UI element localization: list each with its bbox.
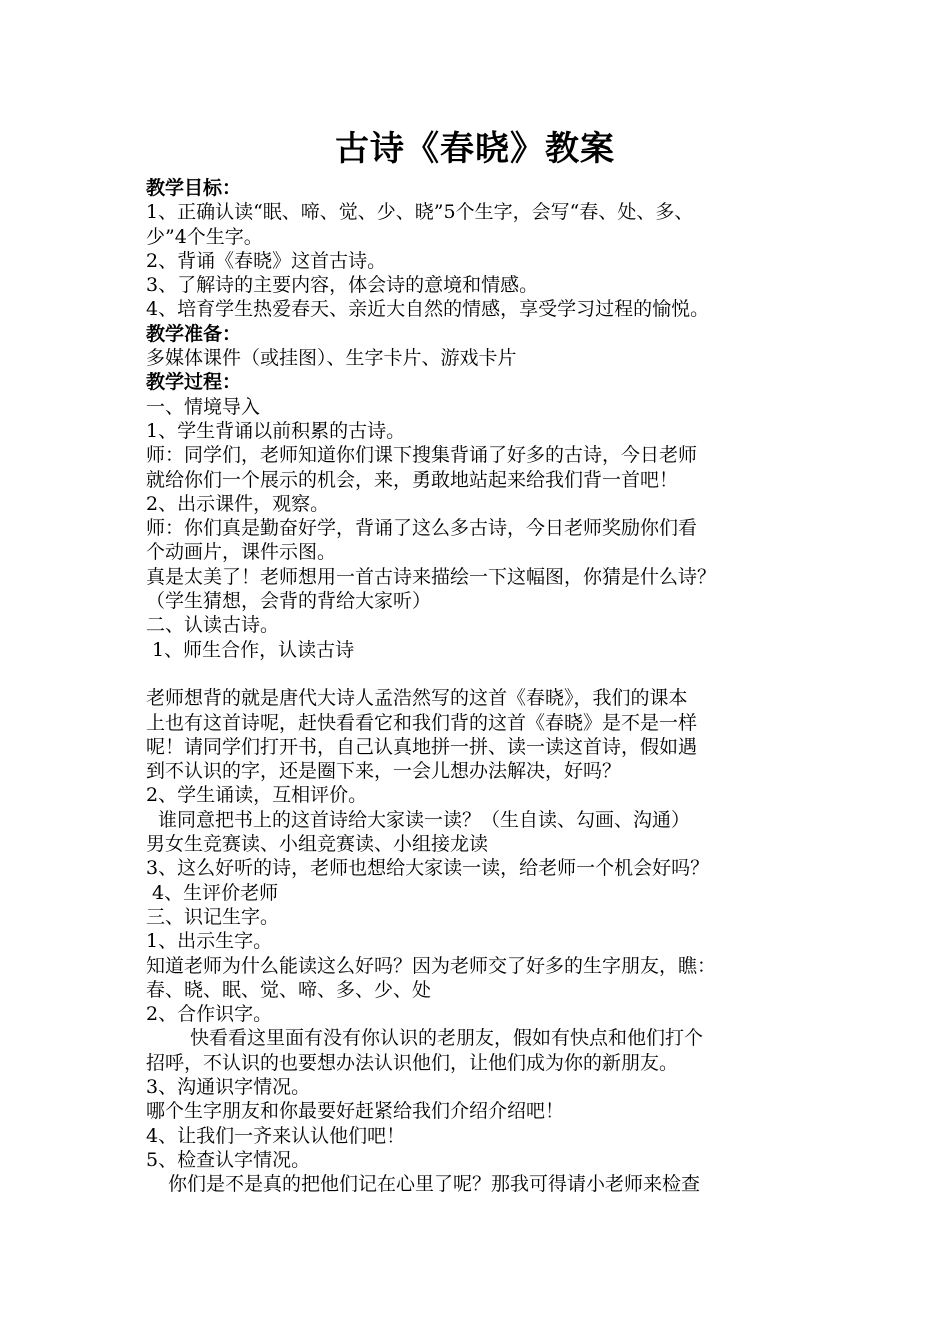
document-body	[146, 176, 836, 1196]
text-line: 二、认读古诗。	[146, 614, 280, 637]
text-line: 招呼，不认识的也要想办法认识他们，让他们成为你的新朋友。	[146, 1051, 679, 1074]
text-line: （学生猜想，会背的背给大家听）	[146, 590, 432, 613]
text-line: 男女生竞赛读、小组竞赛读、小组接龙读	[146, 833, 489, 856]
text-line: 3、沟通识字情况。	[146, 1075, 311, 1098]
text-line: 1、师生合作，认读古诗	[152, 638, 355, 661]
text-line: 哪个生字朋友和你最要好赶紧给我们介绍介绍吧！	[146, 1100, 565, 1123]
text-line: 5、检查认字情况。	[146, 1148, 311, 1171]
text-line: 1、出示生字。	[146, 930, 273, 953]
text-line: 到不认识的字，还是圈下来，一会儿想办法解决，好吗？	[146, 760, 622, 783]
text-line: 2、出示课件，观察。	[146, 492, 330, 515]
text-line: 你们是不是真的把他们记在心里了呢？那我可得请小老师来检查	[168, 1173, 701, 1196]
text-line: 春、晓、眠、觉、啼、多、少、处	[146, 978, 432, 1001]
text-line: 1、学生背诵以前积累的古诗。	[146, 419, 406, 442]
text-line: 真是太美了！老师想用一首古诗来描绘一下这幅图，你猜是什么诗？	[146, 565, 717, 588]
text-line: 3、了解诗的主要内容，体会诗的意境和情感。	[146, 274, 539, 297]
text-line: 快看看这里面有没有你认识的老朋友，假如有快点和他们打个	[190, 1027, 704, 1050]
section-heading: 教学目标：	[146, 177, 242, 199]
text-line: 4、让我们一齐来认认他们吧！	[146, 1124, 406, 1147]
section-heading: 教学准备：	[146, 322, 242, 345]
text-line: 三、识记生字。	[146, 905, 280, 928]
text-line: 一、情境导入	[146, 395, 261, 418]
text-line: 2、学生诵读，互相评价。	[146, 784, 368, 807]
text-line: 就给你们一个展示的机会，来，勇敢地站起来给我们背一首吧！	[146, 468, 679, 491]
document-title: 古诗《春晓》教案	[335, 129, 615, 169]
text-line: 个动画片，课件示图。	[146, 541, 337, 564]
text-line: 2、合作识字。	[146, 1003, 273, 1026]
text-line: 少”4个生字。	[146, 225, 263, 248]
text-line: 1、正确认读“眠、啼、觉、少、晓”5个生字，会写“春、处、多、	[146, 201, 694, 224]
text-line: 呢！请同学们打开书，自己认真地拼一拼、读一读这首诗，假如遇	[146, 735, 698, 758]
section-heading: 教学过程：	[146, 371, 242, 394]
text-line: 上也有这首诗呢，赶快看看它和我们背的这首《春晓》是不是一样	[146, 711, 698, 734]
text-line: 2、背诵《春晓》这首古诗。	[146, 249, 387, 272]
text-line: 谁同意把书上的这首诗给大家读一读？（生自读、勾画、沟通）	[158, 808, 691, 831]
text-line: 4、生评价老师	[152, 881, 279, 904]
text-line: 师：你们真是勤奋好学，背诵了这么多古诗，今日老师奖励你们看	[146, 517, 698, 540]
text-line: 4、培育学生热爱春天、亲近大自然的情感，享受学习过程的愉悦。	[146, 298, 710, 321]
text-line: 多媒体课件（或挂图）、生字卡片、游戏卡片	[146, 347, 517, 370]
text-line: 师：同学们，老师知道你们课下搜集背诵了好多的古诗，今日老师	[146, 444, 698, 467]
text-line: 3、这么好听的诗，老师也想给大家读一读，给老师一个机会好吗？	[146, 857, 710, 880]
text-line: 老师想背的就是唐代大诗人孟浩然写的这首《春晓》，我们的课本	[146, 687, 688, 710]
blank-line	[146, 662, 836, 686]
text-line: 知道老师为什么能读这么好吗？因为老师交了好多的生字朋友，瞧：	[146, 954, 717, 977]
